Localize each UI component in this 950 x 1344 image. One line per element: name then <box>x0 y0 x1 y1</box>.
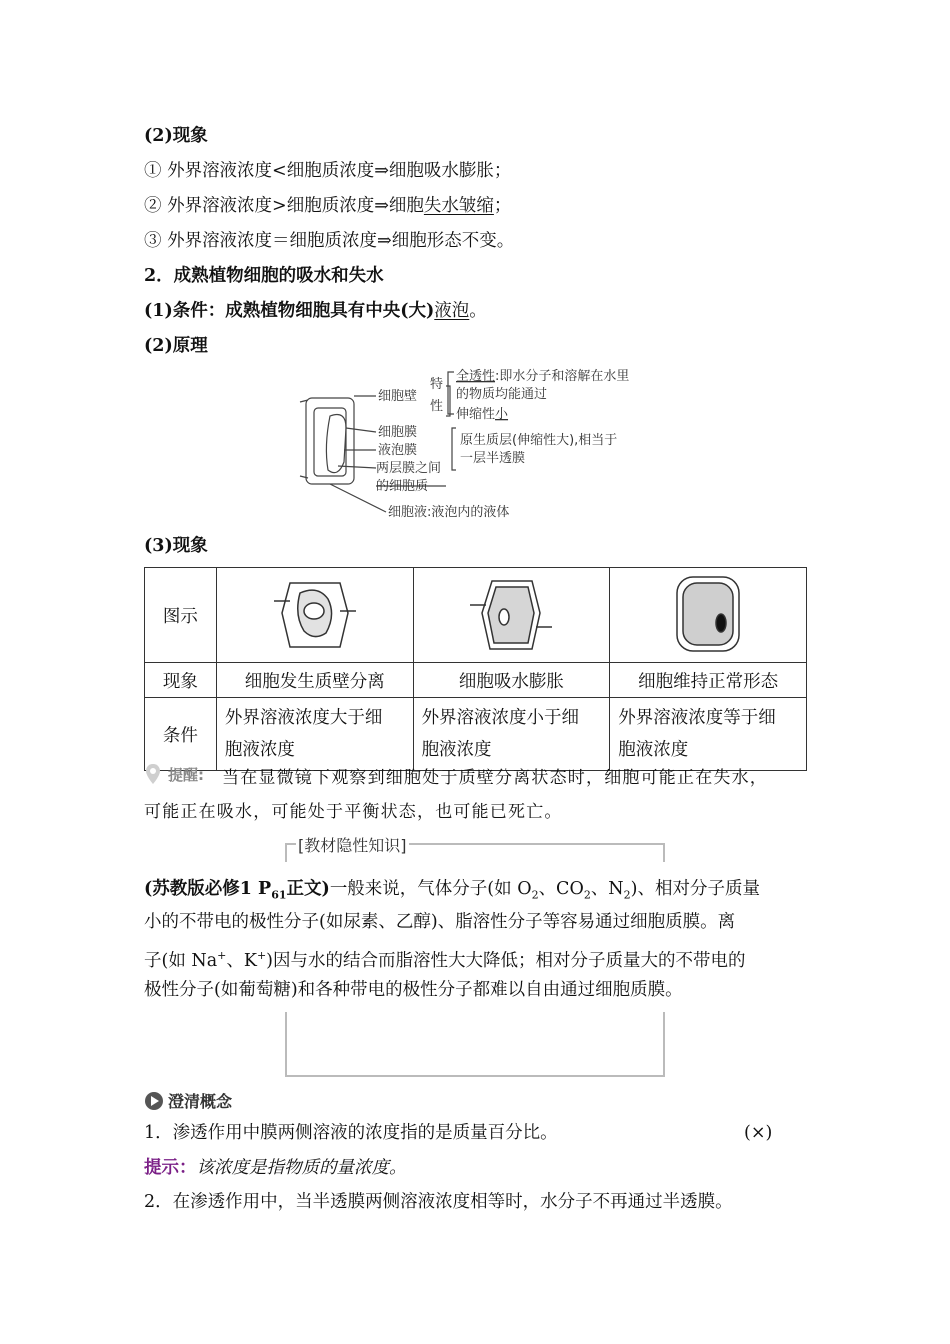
label-between-1: 两层膜之间 <box>376 461 442 476</box>
cond-plasmolysis <box>216 698 413 771</box>
tip-line-1: 当在显微镜下观察到细胞处于质壁分离状态时，细胞可能正在失水， <box>222 768 768 788</box>
knowledge-line-4: 极性分子(如葡萄糖)和各种带电的极性分子都难以自由通过细胞质膜。 <box>144 980 683 1000</box>
k3-b: 、K <box>226 950 257 971</box>
k1-source-b: 正文) <box>286 879 330 899</box>
phen-swelling: 细胞吸水膨胀 <box>413 663 610 698</box>
phen-normal: 细胞维持正常形态 <box>610 663 807 698</box>
cond-swelling-b: 胞液浓度 <box>421 740 492 760</box>
row-header-condition: 条件 <box>145 698 217 771</box>
k3-c: )因与水的结合而脂溶性大大降低；相对分子质量大的不带电的 <box>266 950 746 971</box>
k1-sub-n: 2 <box>623 888 631 902</box>
label-stretch-ul: 小 <box>495 407 509 422</box>
item-2 <box>144 194 511 218</box>
cell-image-normal <box>610 568 807 663</box>
label-cell-wall: 细胞壁 <box>378 389 418 404</box>
k1-c: 一般来说，气体分子(如 O <box>329 879 532 899</box>
label-membrane: 细胞膜 <box>378 425 418 440</box>
label-between-2: 的细胞质 <box>376 479 429 494</box>
k1-source-sub: 61 <box>271 888 287 902</box>
k1-sub-o: 2 <box>531 888 539 902</box>
hint-label: 提示： <box>144 1158 197 1178</box>
label-permeable-rest: :即水分子和溶解在水里 <box>495 369 630 384</box>
question-2: 2．在渗透作用中，当半透膜两侧溶液浓度相等时，水分子不再通过半透膜。 <box>144 1192 733 1212</box>
item-2-suffix: ； <box>493 196 512 216</box>
swelling-cell-image <box>466 571 556 655</box>
principle-diagram <box>298 366 668 526</box>
k3-sup-k: + <box>256 949 267 962</box>
row-header-image: 图示 <box>145 568 217 663</box>
clarify-title: 澄清概念 <box>168 1092 233 1111</box>
label-permeable <box>456 368 629 384</box>
condition-line <box>144 299 487 323</box>
cell-image-plasmolysis <box>216 568 413 663</box>
question-1-mark: (×) <box>744 1123 773 1143</box>
heading-2: 2．成熟植物细胞的吸水和失水 <box>144 266 384 286</box>
location-pin-icon <box>144 762 162 786</box>
play-circle-icon <box>144 1091 164 1111</box>
cond-normal-b: 胞液浓度 <box>618 740 689 760</box>
knowledge-line-3 <box>144 944 745 973</box>
cond-swelling-a: 外界溶液浓度小于细 <box>421 708 580 728</box>
cond-plasmolysis-b: 胞液浓度 <box>224 740 295 760</box>
tip-line-2: 可能正在吸水，可能处于平衡状态，也可能已死亡。 <box>144 802 563 822</box>
principle-title: (2)原理 <box>144 336 208 356</box>
cond-normal-a: 外界溶液浓度等于细 <box>618 708 776 728</box>
knowledge-box-label: [教材隐性知识] <box>296 833 409 856</box>
hint-text: 该浓度是指物质的量浓度。 <box>196 1158 407 1178</box>
k1-source-a: (苏教版必修1 P <box>144 879 272 899</box>
label-permeable-ul: 全透性 <box>456 369 496 384</box>
cond-swelling <box>413 698 610 771</box>
phenomenon-table <box>144 567 807 771</box>
label-vacuole-membrane: 液泡膜 <box>378 443 418 458</box>
k1-d: 、CO <box>538 879 584 899</box>
item-2-underline: 失水皱缩 <box>423 196 494 216</box>
item-2-text: ② 外界溶液浓度>细胞质浓度⇒细胞 <box>144 196 424 216</box>
phen-plasmolysis: 细胞发生质壁分离 <box>216 663 413 698</box>
k1-e: 、N <box>590 879 624 899</box>
label-xing: 性 <box>430 399 444 414</box>
row-header-phenomenon: 现象 <box>145 663 217 698</box>
cell-image-swelling <box>413 568 610 663</box>
label-cell-sap: 细胞液:液泡内的液体 <box>388 505 510 520</box>
label-stretch-text: 伸缩性 <box>456 407 496 422</box>
k3-a: 子(如 Na <box>144 950 218 971</box>
cond-normal <box>610 698 807 771</box>
item-3: ③ 外界溶液浓度＝细胞质浓度⇒细胞形态不变。 <box>144 231 515 251</box>
question-1: 1．渗透作用中膜两侧溶液的浓度指的是质量百分比。 <box>144 1123 558 1143</box>
plasmolysis-cell-image <box>270 571 360 655</box>
item-1: ① 外界溶液浓度<细胞质浓度⇒细胞吸水膨胀； <box>144 161 512 181</box>
condition-underline: 液泡 <box>434 301 470 321</box>
k1-f: )、相对分子质量 <box>630 879 760 899</box>
normal-cell-image <box>663 571 753 655</box>
tip-label: 提醒: <box>168 766 204 784</box>
condition-suffix: 。 <box>469 301 487 321</box>
hint-line <box>144 1156 407 1180</box>
knowledge-line-1 <box>144 877 760 908</box>
section-title-phenomenon: (2)现象 <box>144 126 208 146</box>
phenomenon-title: (3)现象 <box>144 536 208 556</box>
cond-plasmolysis-a: 外界溶液浓度大于细 <box>224 708 383 728</box>
label-permeable-2: 的物质均能通过 <box>456 387 548 402</box>
k1-source <box>144 879 330 902</box>
knowledge-line-2: 小的不带电的极性分子(如尿素、乙醇)、脂溶性分子等容易通过细胞质膜。离 <box>144 912 736 932</box>
label-protoplast-1: 原生质层(伸缩性大),相当于 <box>460 433 618 448</box>
k3-sup-na: + <box>217 949 227 962</box>
k1-sub-co: 2 <box>583 888 591 902</box>
condition-text: (1)条件：成熟植物细胞具有中央(大) <box>144 301 435 321</box>
label-stretch <box>456 406 509 422</box>
label-protoplast-2: 一层半透膜 <box>460 451 526 466</box>
label-te: 特 <box>430 377 444 392</box>
